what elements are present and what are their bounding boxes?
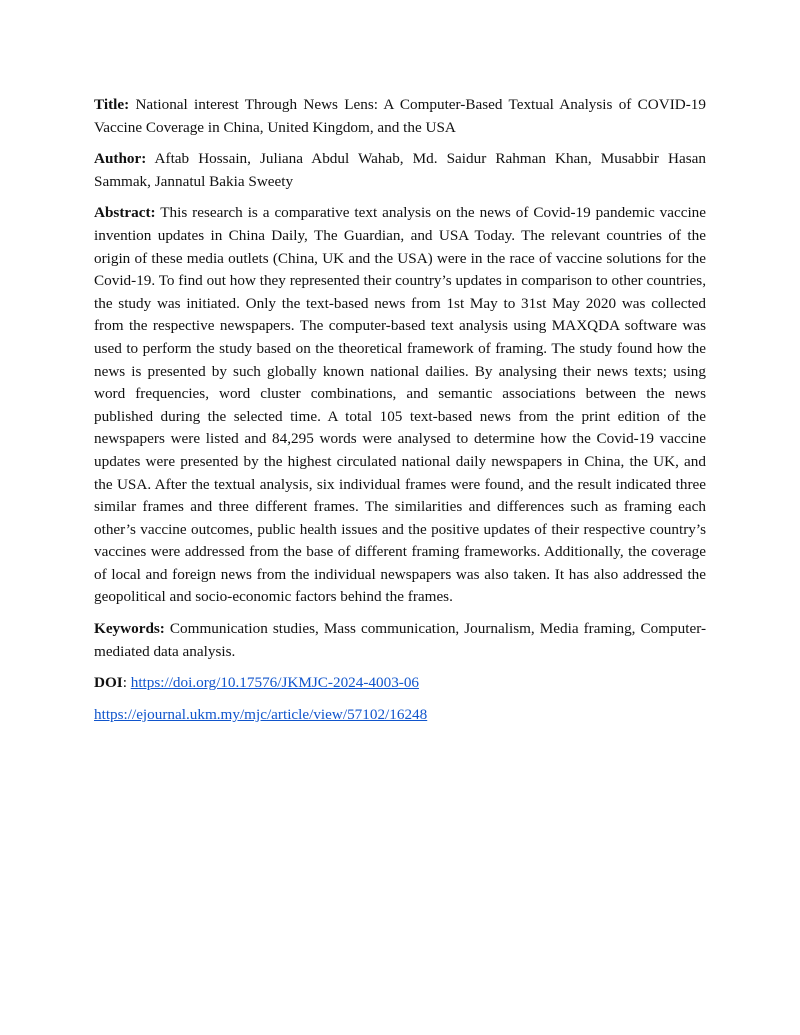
document-page [94,94,706,735]
abstract-paragraph [94,202,706,609]
doi-paragraph [94,672,706,695]
title-label: Title: [94,96,130,113]
doi-separator: : [122,674,131,692]
author-paragraph [94,148,706,193]
author-label: Author: [94,150,147,168]
title-paragraph [94,94,706,139]
keywords-text: Communication studies, Mass communication, Journalism, Media framing, Computer-mediated data analysis. [94,620,707,660]
article-link-paragraph [94,704,706,727]
author-text: Aftab Hossain, Juliana Abdul Wahab, Md. Saidur Rahman Khan, Musabbir Hasan Sammak, Jannatul Bakia Sweety [94,150,706,190]
abstract-label: Abstract: [94,204,156,222]
doi-label: DOI [94,674,123,692]
title-text: National interest Through News Lens: A Computer-Based Textual Analysis of COVID-19 Vaccine Coverage in China, United Kingdom, and the USA [94,96,706,136]
article-link[interactable]: https://ejournal.ukm.my/mjc/article/view/57102/16248 [94,705,428,723]
keywords-label: Keywords: [94,620,165,638]
doi-link[interactable]: https://doi.org/10.17576/JKMJC-2024-4003-06 [130,674,420,692]
abstract-text: This research is a comparative text analysis on the news of Covid-19 pandemic vaccine invention updates in China Daily, The Guardian, and USA Today. The relevant countries of the origin of these media outlets (China, UK and the USA) were in the race of vaccine solutions for the Covid-19. To find out how they represented their country’s updates in comparison to other countries, the study was initiated. Only the text-based news from 1st May to 31st May 2020 was collected from the respective newspapers. The computer-based text analysis using MAXQDA software was used to perform the study based on the theoretical framework of framing. The study found how the news is presented by such globally known national dailies. By analysing their news texts; using word frequencies, word cluster combinations, and semantic associations between the news published during the selected time. A total 105 text-based news from the print edition of the newspapers were listed and 84,295 words were analysed to determine how the Covid-19 vaccine updates were presented by the highest circulated national daily newspapers in China, the UK, and the USA. After the textual analysis, six individual frames were found, and the result indicated three similar frames and three different frames. The similarities and differences such as framing each other’s vaccine outcomes, public health issues and the positive updates of their respective country’s vaccines were addressed from the base of different framing frameworks. Additionally, the coverage of local and foreign news from the individual newspapers was also taken. It has also addressed the geopolitical and socio-economic factors behind the frames. [94,204,706,606]
keywords-paragraph [94,618,706,663]
